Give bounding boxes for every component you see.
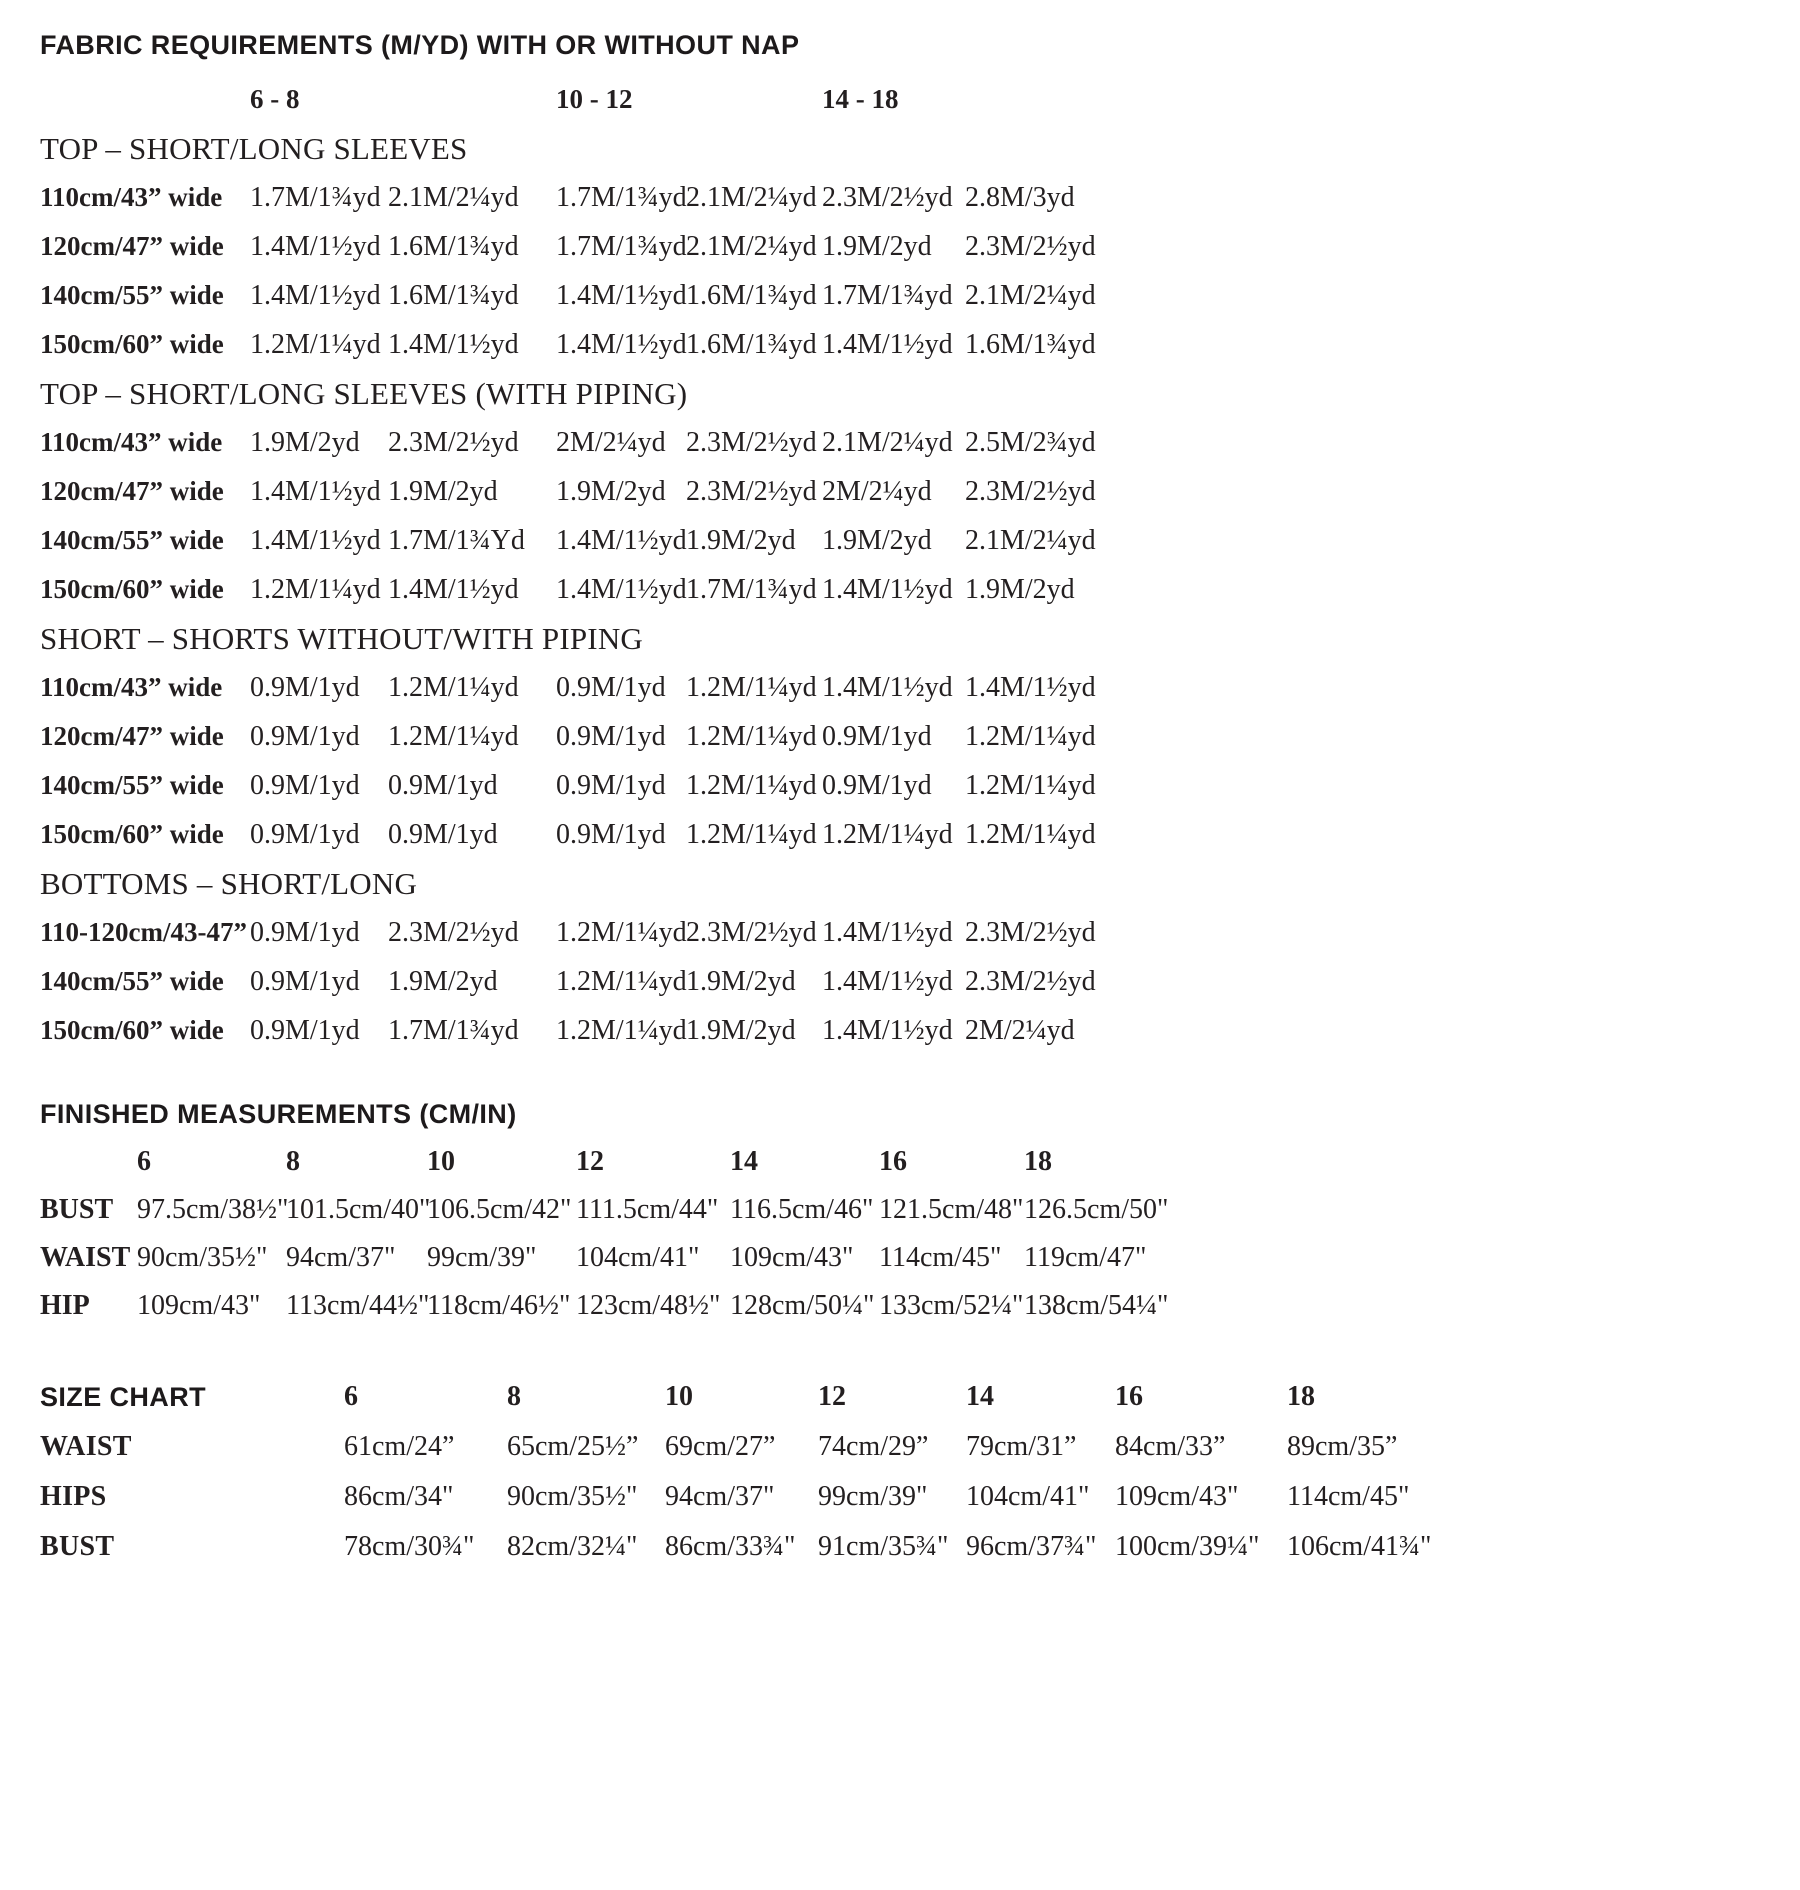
fabric-cell: 1.4M/1½yd <box>556 328 687 360</box>
size-chart-size-label: 6 <box>344 1381 358 1412</box>
table-row <box>40 663 1800 712</box>
size-chart-cell: 106cm/41¾" <box>1287 1531 1432 1562</box>
finished-measurements-table <box>40 1138 1800 1330</box>
size-chart-cell: 100cm/39¼" <box>1115 1531 1260 1562</box>
fabric-size-group-header-row <box>40 75 1800 124</box>
fabric-cell: 1.9M/2yd <box>822 230 932 262</box>
size-chart-cell: 99cm/39" <box>818 1481 928 1512</box>
fabric-cell: 1.4M/1½yd <box>822 1014 953 1046</box>
fabric-size-group-label: 14 - 18 <box>822 84 899 114</box>
fabric-section-header-row <box>40 124 1800 173</box>
fabric-cell: 1.4M/1½yd <box>250 279 381 311</box>
finished-row-label: HIP <box>40 1290 90 1321</box>
fabric-cell: 1.6M/1¾yd <box>686 328 817 360</box>
fabric-cell: 1.4M/1½yd <box>822 573 953 605</box>
fabric-cell: 1.2M/1¼yd <box>250 328 381 360</box>
table-row <box>40 173 1800 222</box>
fabric-cell: 1.9M/2yd <box>250 426 360 458</box>
fabric-cell: 2.1M/2¼yd <box>388 181 519 213</box>
size-chart-size-label: 8 <box>507 1381 521 1412</box>
fabric-cell: 2.3M/2½yd <box>388 916 519 948</box>
fabric-cell: 2.3M/2½yd <box>965 475 1096 507</box>
fabric-cell: 1.6M/1¾yd <box>388 230 519 262</box>
size-chart-cell: 104cm/41" <box>966 1481 1090 1512</box>
fabric-cell: 1.4M/1½yd <box>556 524 687 556</box>
table-row <box>40 1006 1800 1055</box>
table-row <box>40 222 1800 271</box>
size-chart-cell: 82cm/32¼" <box>507 1531 638 1562</box>
size-chart-cell: 74cm/29” <box>818 1431 929 1462</box>
fabric-cell: 2.3M/2½yd <box>686 426 817 458</box>
size-chart-cell: 86cm/34" <box>344 1481 454 1512</box>
size-chart-cell: 91cm/35¾" <box>818 1531 949 1562</box>
fabric-section-header: BOTTOMS – SHORT/LONG <box>40 866 418 901</box>
fabric-cell: 1.9M/2yd <box>686 1014 796 1046</box>
size-chart-cell: 61cm/24” <box>344 1431 455 1462</box>
table-row <box>40 908 1800 957</box>
fabric-cell: 0.9M/1yd <box>250 916 360 948</box>
size-chart-row-label: WAIST <box>40 1431 132 1462</box>
fabric-cell: 0.9M/1yd <box>250 965 360 997</box>
fabric-cell: 1.2M/1¼yd <box>250 573 381 605</box>
fabric-cell: 1.2M/1¼yd <box>822 818 953 850</box>
table-row <box>40 810 1800 859</box>
finished-cell: 128cm/50¼" <box>730 1290 875 1321</box>
size-chart-header-row <box>40 1372 1800 1422</box>
table-row <box>40 1522 1800 1572</box>
fabric-cell: 2.1M/2¼yd <box>965 279 1096 311</box>
finished-cell: 106.5cm/42" <box>427 1194 572 1225</box>
fabric-cell: 0.9M/1yd <box>556 720 666 752</box>
fabric-cell: 1.4M/1½yd <box>556 279 687 311</box>
finished-size-label: 16 <box>879 1146 907 1177</box>
fabric-cell: 1.4M/1½yd <box>822 916 953 948</box>
table-row <box>40 320 1800 369</box>
finished-cell: 138cm/54¼" <box>1024 1290 1169 1321</box>
size-chart-row-label: HIPS <box>40 1481 107 1512</box>
fabric-cell: 1.7M/1¾yd <box>686 573 817 605</box>
fabric-cell: 2.3M/2½yd <box>388 426 519 458</box>
fabric-cell: 2.3M/2½yd <box>965 965 1096 997</box>
fabric-cell: 1.4M/1½yd <box>965 671 1096 703</box>
size-chart-size-label: 18 <box>1287 1381 1315 1412</box>
table-row <box>40 418 1800 467</box>
fabric-section-header: TOP – SHORT/LONG SLEEVES (WITH PIPING) <box>40 376 688 411</box>
finished-row-label: WAIST <box>40 1242 131 1273</box>
fabric-cell: 1.6M/1¾yd <box>388 279 519 311</box>
fabric-cell: 0.9M/1yd <box>388 818 498 850</box>
size-chart-section <box>40 1372 1800 1572</box>
fabric-cell: 1.7M/1¾yd <box>556 181 687 213</box>
finished-size-header-row <box>40 1138 1800 1186</box>
fabric-cell: 1.6M/1¾yd <box>686 279 817 311</box>
table-row <box>40 1186 1800 1234</box>
fabric-cell: 1.4M/1½yd <box>250 475 381 507</box>
finished-size-label: 18 <box>1024 1146 1052 1177</box>
size-chart-cell: 94cm/37" <box>665 1481 775 1512</box>
size-chart-size-label: 14 <box>966 1381 994 1412</box>
size-chart-cell: 86cm/33¾" <box>665 1531 796 1562</box>
fabric-row-label: 140cm/55” wide <box>40 770 224 800</box>
fabric-cell: 2.3M/2½yd <box>965 230 1096 262</box>
fabric-row-label: 120cm/47” wide <box>40 231 224 261</box>
fabric-cell: 2.3M/2½yd <box>686 916 817 948</box>
fabric-cell: 1.2M/1¼yd <box>686 769 817 801</box>
fabric-cell: 2M/2¼yd <box>965 1014 1075 1046</box>
finished-cell: 99cm/39" <box>427 1242 537 1273</box>
fabric-row-label: 150cm/60” wide <box>40 574 224 604</box>
size-chart-cell: 69cm/27” <box>665 1431 776 1462</box>
fabric-cell: 2.8M/3yd <box>965 181 1075 213</box>
finished-cell: 116.5cm/46" <box>730 1194 874 1225</box>
size-chart-row-label: BUST <box>40 1531 115 1562</box>
finished-cell: 126.5cm/50" <box>1024 1194 1169 1225</box>
fabric-cell: 2.5M/2¾yd <box>965 426 1096 458</box>
fabric-size-group-label: 10 - 12 <box>556 84 633 114</box>
size-chart-cell: 84cm/33” <box>1115 1431 1226 1462</box>
size-chart-cell: 65cm/25½” <box>507 1431 639 1462</box>
finished-size-label: 10 <box>427 1146 455 1177</box>
fabric-size-group-label: 6 - 8 <box>250 84 300 114</box>
size-chart-cell: 89cm/35” <box>1287 1431 1398 1462</box>
fabric-section-header-row <box>40 369 1800 418</box>
fabric-cell: 1.4M/1½yd <box>556 573 687 605</box>
fabric-row-label: 120cm/47” wide <box>40 476 224 506</box>
finished-cell: 113cm/44½" <box>286 1290 430 1321</box>
finished-measurements-section <box>40 1099 1800 1330</box>
table-row <box>40 1422 1800 1472</box>
table-row <box>40 1472 1800 1522</box>
fabric-cell: 1.4M/1½yd <box>822 671 953 703</box>
finished-size-label: 8 <box>286 1146 300 1177</box>
fabric-row-label: 110cm/43” wide <box>40 672 223 702</box>
fabric-cell: 1.9M/2yd <box>822 524 932 556</box>
fabric-cell: 1.2M/1¼yd <box>556 1014 687 1046</box>
fabric-cell: 2.3M/2½yd <box>965 916 1096 948</box>
fabric-cell: 2.3M/2½yd <box>822 181 953 213</box>
fabric-cell: 1.4M/1½yd <box>388 328 519 360</box>
fabric-requirements-title: FABRIC REQUIREMENTS (M/YD) WITH OR WITHOUT NAP <box>40 30 800 60</box>
finished-cell: 123cm/48½" <box>576 1290 721 1321</box>
fabric-row-label: 150cm/60” wide <box>40 329 224 359</box>
fabric-cell: 2.3M/2½yd <box>686 475 817 507</box>
fabric-cell: 0.9M/1yd <box>822 769 932 801</box>
fabric-cell: 1.9M/2yd <box>686 524 796 556</box>
fabric-cell: 1.4M/1½yd <box>250 524 381 556</box>
finished-cell: 111.5cm/44" <box>576 1194 719 1225</box>
fabric-row-label: 140cm/55” wide <box>40 966 224 996</box>
fabric-cell: 1.9M/2yd <box>388 475 498 507</box>
finished-measurements-title: FINISHED MEASUREMENTS (CM/IN) <box>40 1099 517 1129</box>
finished-row-label: BUST <box>40 1194 114 1225</box>
fabric-cell: 0.9M/1yd <box>250 818 360 850</box>
fabric-cell: 0.9M/1yd <box>250 1014 360 1046</box>
fabric-cell: 1.2M/1¼yd <box>556 916 687 948</box>
fabric-cell: 1.2M/1¼yd <box>556 965 687 997</box>
fabric-row-label: 120cm/47” wide <box>40 721 224 751</box>
finished-cell: 118cm/46½" <box>427 1290 571 1321</box>
finished-cell: 97.5cm/38½" <box>137 1194 289 1225</box>
fabric-cell: 0.9M/1yd <box>250 720 360 752</box>
table-row <box>40 1282 1800 1330</box>
fabric-cell: 1.9M/2yd <box>556 475 666 507</box>
fabric-cell: 1.2M/1¼yd <box>686 671 817 703</box>
fabric-row-label: 110cm/43” wide <box>40 182 223 212</box>
table-row <box>40 761 1800 810</box>
fabric-section-header-row <box>40 859 1800 908</box>
fabric-cell: 0.9M/1yd <box>250 671 360 703</box>
fabric-cell: 1.2M/1¼yd <box>686 818 817 850</box>
fabric-cell: 0.9M/1yd <box>388 769 498 801</box>
fabric-cell: 1.9M/2yd <box>965 573 1075 605</box>
fabric-cell: 2.1M/2¼yd <box>686 230 817 262</box>
finished-cell: 109cm/43" <box>137 1290 261 1321</box>
fabric-cell: 2M/2¼yd <box>556 426 666 458</box>
fabric-requirements-section <box>40 30 1800 1055</box>
finished-cell: 101.5cm/40" <box>286 1194 431 1225</box>
size-chart-cell: 114cm/45" <box>1287 1481 1410 1512</box>
size-chart-cell: 90cm/35½" <box>507 1481 638 1512</box>
finished-cell: 94cm/37" <box>286 1242 396 1273</box>
size-chart-cell: 78cm/30¾" <box>344 1531 475 1562</box>
fabric-cell: 1.7M/1¾yd <box>388 1014 519 1046</box>
fabric-cell: 1.4M/1½yd <box>822 328 953 360</box>
fabric-cell: 2.1M/2¼yd <box>965 524 1096 556</box>
fabric-cell: 1.6M/1¾yd <box>965 328 1096 360</box>
fabric-section-header: TOP – SHORT/LONG SLEEVES <box>40 131 468 166</box>
fabric-cell: 2.1M/2¼yd <box>822 426 953 458</box>
size-chart-cell: 109cm/43" <box>1115 1481 1239 1512</box>
fabric-cell: 1.2M/1¼yd <box>965 769 1096 801</box>
table-row <box>40 271 1800 320</box>
size-chart-size-label: 12 <box>818 1381 846 1412</box>
size-chart-size-label: 10 <box>665 1381 693 1412</box>
fabric-cell: 1.7M/1¾yd <box>556 230 687 262</box>
fabric-row-label: 140cm/55” wide <box>40 280 224 310</box>
fabric-cell: 1.2M/1¼yd <box>965 720 1096 752</box>
fabric-cell: 0.9M/1yd <box>822 720 932 752</box>
size-chart-title: SIZE CHART <box>40 1381 206 1412</box>
size-chart-cell: 79cm/31” <box>966 1431 1077 1462</box>
finished-size-label: 12 <box>576 1146 604 1177</box>
finished-cell: 114cm/45" <box>879 1242 1002 1273</box>
fabric-cell: 0.9M/1yd <box>556 769 666 801</box>
fabric-cell: 1.2M/1¼yd <box>388 720 519 752</box>
table-row <box>40 712 1800 761</box>
fabric-cell: 0.9M/1yd <box>250 769 360 801</box>
size-chart-size-label: 16 <box>1115 1381 1143 1412</box>
fabric-row-label: 150cm/60” wide <box>40 819 224 849</box>
table-row <box>40 957 1800 1006</box>
fabric-cell: 1.4M/1½yd <box>250 230 381 262</box>
fabric-row-label: 110-120cm/43-47” <box>40 917 247 947</box>
fabric-cell: 1.2M/1¼yd <box>965 818 1096 850</box>
finished-size-label: 6 <box>137 1146 151 1177</box>
fabric-row-label: 150cm/60” wide <box>40 1015 224 1045</box>
fabric-section-header-row <box>40 614 1800 663</box>
fabric-cell: 1.9M/2yd <box>388 965 498 997</box>
table-row <box>40 516 1800 565</box>
fabric-cell: 0.9M/1yd <box>556 818 666 850</box>
table-row <box>40 467 1800 516</box>
fabric-cell: 1.7M/1¾yd <box>822 279 953 311</box>
fabric-cell: 2M/2¼yd <box>822 475 932 507</box>
fabric-cell: 1.7M/1¾yd <box>250 181 381 213</box>
finished-cell: 133cm/52¼" <box>879 1290 1024 1321</box>
fabric-requirements-table <box>40 75 1800 1055</box>
fabric-cell: 1.4M/1½yd <box>388 573 519 605</box>
fabric-row-label: 110cm/43” wide <box>40 427 223 457</box>
fabric-cell: 0.9M/1yd <box>556 671 666 703</box>
finished-cell: 121.5cm/48" <box>879 1194 1024 1225</box>
finished-cell: 119cm/47" <box>1024 1242 1147 1273</box>
finished-cell: 109cm/43" <box>730 1242 854 1273</box>
fabric-cell: 2.1M/2¼yd <box>686 181 817 213</box>
finished-cell: 104cm/41" <box>576 1242 700 1273</box>
table-row <box>40 565 1800 614</box>
fabric-cell: 1.2M/1¼yd <box>686 720 817 752</box>
fabric-cell: 1.9M/2yd <box>686 965 796 997</box>
size-chart-table <box>40 1372 1800 1572</box>
finished-size-label: 14 <box>730 1146 758 1177</box>
fabric-cell: 1.2M/1¼yd <box>388 671 519 703</box>
finished-cell: 90cm/35½" <box>137 1242 268 1273</box>
fabric-row-label: 140cm/55” wide <box>40 525 224 555</box>
fabric-cell: 1.4M/1½yd <box>822 965 953 997</box>
table-row <box>40 1234 1800 1282</box>
fabric-cell: 1.7M/1¾Yd <box>388 524 525 556</box>
fabric-section-header: SHORT – SHORTS WITHOUT/WITH PIPING <box>40 621 643 656</box>
size-chart-cell: 96cm/37¾" <box>966 1531 1097 1562</box>
